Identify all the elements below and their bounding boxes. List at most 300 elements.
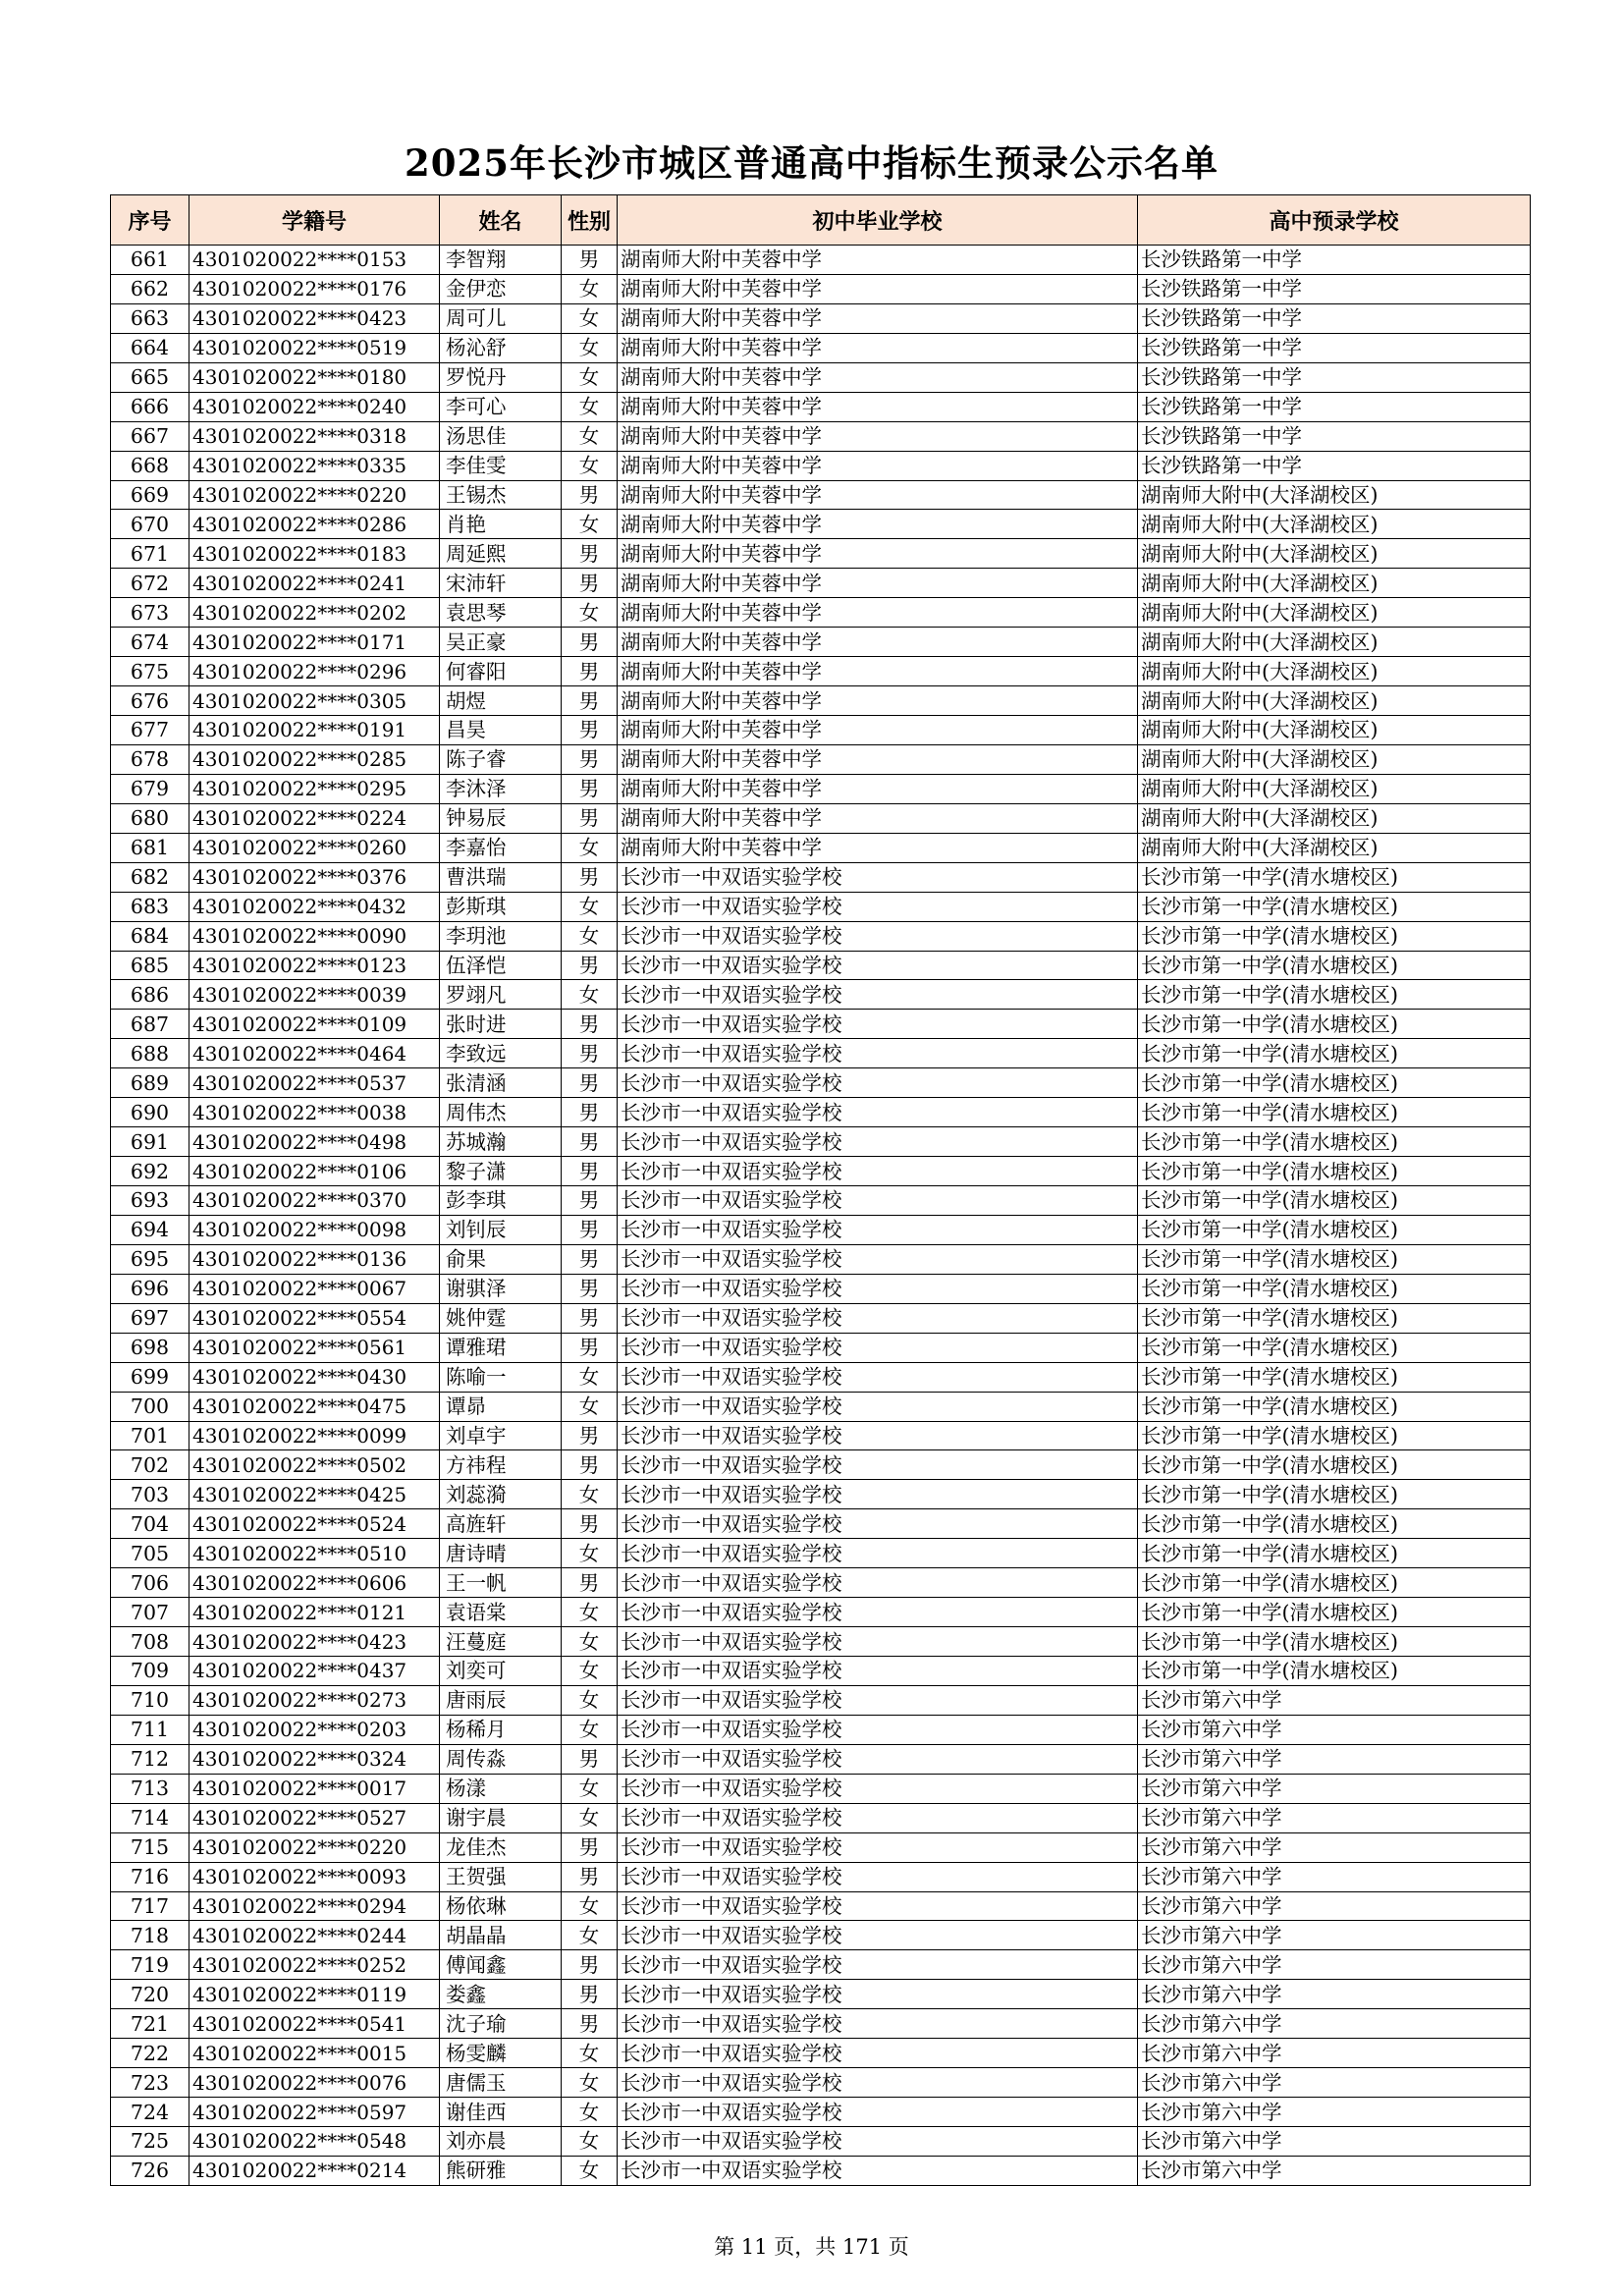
cell-student-id: 4301020022****0244	[189, 1921, 440, 1950]
cell-student-id: 4301020022****0294	[189, 1891, 440, 1921]
cell-junior-school: 长沙市一中双语实验学校	[618, 1186, 1138, 1216]
cell-senior-school: 长沙铁路第一中学	[1138, 274, 1531, 303]
cell-name: 金伊恋	[440, 274, 562, 303]
cell-senior-school: 长沙市第一中学(清水塘校区)	[1138, 1244, 1531, 1274]
cell-senior-school: 湖南师大附中(大泽湖校区)	[1138, 803, 1531, 833]
cell-senior-school: 长沙铁路第一中学	[1138, 392, 1531, 421]
cell-name: 俞果	[440, 1244, 562, 1274]
table-row	[111, 1392, 1531, 1421]
cell-gender: 男	[562, 1274, 618, 1303]
cell-gender: 男	[562, 1450, 618, 1480]
cell-junior-school: 湖南师大附中芙蓉中学	[618, 657, 1138, 686]
table-row	[111, 303, 1531, 333]
cell-senior-school: 长沙市第一中学(清水塘校区)	[1138, 1039, 1531, 1068]
cell-name: 汤思佳	[440, 421, 562, 451]
cell-gender: 男	[562, 246, 618, 275]
cell-junior-school: 长沙市一中双语实验学校	[618, 1744, 1138, 1774]
cell-junior-school: 湖南师大附中芙蓉中学	[618, 303, 1138, 333]
table-row	[111, 1539, 1531, 1568]
cell-junior-school: 长沙市一中双语实验学校	[618, 1157, 1138, 1186]
cell-seq: 686	[111, 980, 189, 1010]
cell-seq: 716	[111, 1862, 189, 1891]
cell-gender: 男	[562, 803, 618, 833]
cell-student-id: 4301020022****0136	[189, 1244, 440, 1274]
cell-junior-school: 长沙市一中双语实验学校	[618, 1921, 1138, 1950]
cell-name: 李佳雯	[440, 451, 562, 480]
cell-junior-school: 长沙市一中双语实验学校	[618, 1244, 1138, 1274]
cell-junior-school: 长沙市一中双语实验学校	[618, 2039, 1138, 2068]
cell-gender: 男	[562, 1098, 618, 1127]
cell-senior-school: 长沙市第一中学(清水塘校区)	[1138, 921, 1531, 951]
cell-senior-school: 湖南师大附中(大泽湖校区)	[1138, 833, 1531, 862]
cell-seq: 709	[111, 1657, 189, 1686]
cell-seq: 723	[111, 2068, 189, 2098]
cell-student-id: 4301020022****0203	[189, 1715, 440, 1744]
cell-senior-school: 湖南师大附中(大泽湖校区)	[1138, 744, 1531, 774]
cell-seq: 715	[111, 1832, 189, 1862]
cell-seq: 684	[111, 921, 189, 951]
header-row	[111, 195, 1531, 246]
cell-gender: 女	[562, 1715, 618, 1744]
table-row	[111, 598, 1531, 628]
cell-gender: 男	[562, 569, 618, 598]
cell-junior-school: 湖南师大附中芙蓉中学	[618, 274, 1138, 303]
cell-senior-school: 长沙市第六中学	[1138, 1832, 1531, 1862]
cell-name: 唐诗晴	[440, 1539, 562, 1568]
cell-student-id: 4301020022****0109	[189, 1010, 440, 1039]
cell-student-id: 4301020022****0240	[189, 392, 440, 421]
cell-seq: 712	[111, 1744, 189, 1774]
cell-senior-school: 长沙市第六中学	[1138, 1862, 1531, 1891]
cell-seq: 691	[111, 1127, 189, 1157]
cell-seq: 718	[111, 1921, 189, 1950]
cell-junior-school: 长沙市一中双语实验学校	[618, 1068, 1138, 1098]
table-row	[111, 2156, 1531, 2185]
cell-junior-school: 湖南师大附中芙蓉中学	[618, 246, 1138, 275]
cell-seq: 699	[111, 1362, 189, 1392]
cell-junior-school: 长沙市一中双语实验学校	[618, 1685, 1138, 1715]
cell-junior-school: 长沙市一中双语实验学校	[618, 1362, 1138, 1392]
cell-junior-school: 长沙市一中双语实验学校	[618, 1215, 1138, 1244]
cell-name: 何睿阳	[440, 657, 562, 686]
cell-name: 陈子睿	[440, 744, 562, 774]
table-row	[111, 362, 1531, 392]
cell-seq: 683	[111, 892, 189, 921]
cell-name: 李沐泽	[440, 774, 562, 803]
cell-seq: 726	[111, 2156, 189, 2185]
cell-gender: 男	[562, 1303, 618, 1333]
cell-name: 钟易辰	[440, 803, 562, 833]
cell-gender: 男	[562, 1157, 618, 1186]
cell-senior-school: 长沙市第六中学	[1138, 1950, 1531, 1980]
cell-seq: 721	[111, 2009, 189, 2039]
cell-student-id: 4301020022****0527	[189, 1803, 440, 1832]
cell-gender: 男	[562, 1862, 618, 1891]
table-row	[111, 1127, 1531, 1157]
table-row	[111, 921, 1531, 951]
cell-student-id: 4301020022****0475	[189, 1392, 440, 1421]
cell-senior-school: 长沙市第一中学(清水塘校区)	[1138, 1098, 1531, 1127]
cell-name: 谭昴	[440, 1392, 562, 1421]
cell-name: 李致远	[440, 1039, 562, 1068]
cell-junior-school: 长沙市一中双语实验学校	[618, 1509, 1138, 1539]
cell-junior-school: 湖南师大附中芙蓉中学	[618, 539, 1138, 569]
cell-gender: 女	[562, 980, 618, 1010]
cell-name: 杨雯麟	[440, 2039, 562, 2068]
cell-junior-school: 长沙市一中双语实验学校	[618, 1274, 1138, 1303]
cell-senior-school: 长沙市第一中学(清水塘校区)	[1138, 1450, 1531, 1480]
table-row	[111, 892, 1531, 921]
cell-junior-school: 长沙市一中双语实验学校	[618, 1480, 1138, 1509]
cell-student-id: 4301020022****0537	[189, 1068, 440, 1098]
cell-junior-school: 长沙市一中双语实验学校	[618, 1421, 1138, 1450]
cell-seq: 697	[111, 1303, 189, 1333]
cell-senior-school: 长沙市第六中学	[1138, 1803, 1531, 1832]
cell-seq: 698	[111, 1333, 189, 1362]
cell-name: 傅闻鑫	[440, 1950, 562, 1980]
cell-student-id: 4301020022****0502	[189, 1450, 440, 1480]
cell-senior-school: 湖南师大附中(大泽湖校区)	[1138, 569, 1531, 598]
cell-junior-school: 长沙市一中双语实验学校	[618, 1010, 1138, 1039]
cell-gender: 男	[562, 951, 618, 980]
cell-junior-school: 长沙市一中双语实验学校	[618, 980, 1138, 1010]
cell-junior-school: 长沙市一中双语实验学校	[618, 2068, 1138, 2098]
cell-gender: 男	[562, 1568, 618, 1598]
cell-seq: 676	[111, 686, 189, 716]
cell-senior-school: 长沙市第一中学(清水塘校区)	[1138, 862, 1531, 892]
cell-seq: 663	[111, 303, 189, 333]
cell-name: 张时进	[440, 1010, 562, 1039]
table-row	[111, 1685, 1531, 1715]
cell-senior-school: 长沙市第六中学	[1138, 2156, 1531, 2185]
table-row	[111, 1715, 1531, 1744]
cell-name: 宋沛轩	[440, 569, 562, 598]
cell-seq: 689	[111, 1068, 189, 1098]
cell-seq: 714	[111, 1803, 189, 1832]
cell-name: 高旌轩	[440, 1509, 562, 1539]
cell-student-id: 4301020022****0121	[189, 1598, 440, 1627]
cell-student-id: 4301020022****0123	[189, 951, 440, 980]
cell-gender: 女	[562, 921, 618, 951]
cell-gender: 女	[562, 510, 618, 539]
cell-name: 王一帆	[440, 1568, 562, 1598]
cell-seq: 671	[111, 539, 189, 569]
cell-seq: 673	[111, 598, 189, 628]
cell-seq: 696	[111, 1274, 189, 1303]
cell-senior-school: 长沙市第六中学	[1138, 2068, 1531, 2098]
header-gender: 性别	[562, 195, 618, 246]
cell-junior-school: 湖南师大附中芙蓉中学	[618, 451, 1138, 480]
cell-student-id: 4301020022****0220	[189, 1832, 440, 1862]
cell-senior-school: 长沙市第一中学(清水塘校区)	[1138, 1010, 1531, 1039]
table-row	[111, 1039, 1531, 1068]
cell-gender: 女	[562, 892, 618, 921]
cell-student-id: 4301020022****0153	[189, 246, 440, 275]
table-row	[111, 1303, 1531, 1333]
cell-seq: 704	[111, 1509, 189, 1539]
cell-student-id: 4301020022****0183	[189, 539, 440, 569]
cell-gender: 男	[562, 774, 618, 803]
admission-table	[110, 194, 1531, 2186]
header-name: 姓名	[440, 195, 562, 246]
cell-senior-school: 长沙铁路第一中学	[1138, 362, 1531, 392]
cell-student-id: 4301020022****0335	[189, 451, 440, 480]
cell-name: 袁思琴	[440, 598, 562, 628]
cell-student-id: 4301020022****0214	[189, 2156, 440, 2185]
cell-student-id: 4301020022****0224	[189, 803, 440, 833]
cell-student-id: 4301020022****0606	[189, 1568, 440, 1598]
cell-name: 王贺强	[440, 1862, 562, 1891]
cell-seq: 711	[111, 1715, 189, 1744]
cell-gender: 男	[562, 744, 618, 774]
cell-seq: 668	[111, 451, 189, 480]
cell-gender: 男	[562, 1832, 618, 1862]
cell-student-id: 4301020022****0076	[189, 2068, 440, 2098]
cell-gender: 男	[562, 657, 618, 686]
cell-name: 罗翊凡	[440, 980, 562, 1010]
cell-junior-school: 长沙市一中双语实验学校	[618, 1392, 1138, 1421]
cell-name: 胡晶晶	[440, 1921, 562, 1950]
cell-name: 李玥池	[440, 921, 562, 951]
cell-junior-school: 长沙市一中双语实验学校	[618, 1862, 1138, 1891]
cell-senior-school: 长沙市第六中学	[1138, 1744, 1531, 1774]
header-student-id: 学籍号	[189, 195, 440, 246]
cell-student-id: 4301020022****0376	[189, 862, 440, 892]
cell-senior-school: 湖南师大附中(大泽湖校区)	[1138, 510, 1531, 539]
cell-student-id: 4301020022****0090	[189, 921, 440, 951]
cell-gender: 女	[562, 451, 618, 480]
table-row	[111, 1010, 1531, 1039]
cell-name: 昌昊	[440, 716, 562, 745]
cell-student-id: 4301020022****0519	[189, 333, 440, 362]
cell-junior-school: 长沙市一中双语实验学校	[618, 862, 1138, 892]
cell-gender: 女	[562, 1891, 618, 1921]
cell-gender: 女	[562, 1921, 618, 1950]
cell-gender: 女	[562, 598, 618, 628]
cell-name: 张清涵	[440, 1068, 562, 1098]
cell-student-id: 4301020022****0202	[189, 598, 440, 628]
cell-seq: 665	[111, 362, 189, 392]
cell-gender: 女	[562, 274, 618, 303]
table-row	[111, 1068, 1531, 1098]
cell-gender: 女	[562, 1657, 618, 1686]
cell-junior-school: 长沙市一中双语实验学校	[618, 1539, 1138, 1568]
table-row	[111, 1598, 1531, 1627]
cell-seq: 680	[111, 803, 189, 833]
cell-gender: 女	[562, 1539, 618, 1568]
cell-gender: 男	[562, 1186, 618, 1216]
cell-senior-school: 长沙市第一中学(清水塘校区)	[1138, 1421, 1531, 1450]
cell-junior-school: 湖南师大附中芙蓉中学	[618, 744, 1138, 774]
cell-junior-school: 长沙市一中双语实验学校	[618, 951, 1138, 980]
cell-student-id: 4301020022****0039	[189, 980, 440, 1010]
cell-senior-school: 长沙市第一中学(清水塘校区)	[1138, 1392, 1531, 1421]
cell-senior-school: 长沙市第一中学(清水塘校区)	[1138, 1157, 1531, 1186]
table-row	[111, 333, 1531, 362]
page-title: 2025年长沙市城区普通高中指标生预录公示名单	[405, 141, 1218, 185]
cell-student-id: 4301020022****0252	[189, 1950, 440, 1980]
cell-junior-school: 湖南师大附中芙蓉中学	[618, 421, 1138, 451]
cell-senior-school: 湖南师大附中(大泽湖校区)	[1138, 539, 1531, 569]
cell-gender: 男	[562, 1333, 618, 1362]
cell-junior-school: 湖南师大附中芙蓉中学	[618, 569, 1138, 598]
cell-seq: 717	[111, 1891, 189, 1921]
cell-gender: 女	[562, 303, 618, 333]
cell-senior-school: 湖南师大附中(大泽湖校区)	[1138, 628, 1531, 657]
cell-junior-school: 湖南师大附中芙蓉中学	[618, 598, 1138, 628]
table-row	[111, 539, 1531, 569]
cell-senior-school: 长沙市第一中学(清水塘校区)	[1138, 1509, 1531, 1539]
cell-junior-school: 长沙市一中双语实验学校	[618, 1657, 1138, 1686]
table-row	[111, 951, 1531, 980]
cell-senior-school: 湖南师大附中(大泽湖校区)	[1138, 598, 1531, 628]
table-row	[111, 1891, 1531, 1921]
cell-junior-school: 长沙市一中双语实验学校	[618, 1803, 1138, 1832]
cell-junior-school: 长沙市一中双语实验学校	[618, 1627, 1138, 1657]
cell-seq: 710	[111, 1685, 189, 1715]
cell-gender: 女	[562, 1627, 618, 1657]
cell-student-id: 4301020022****0305	[189, 686, 440, 716]
table-row	[111, 1157, 1531, 1186]
header-seq: 序号	[111, 195, 189, 246]
cell-name: 周可儿	[440, 303, 562, 333]
cell-student-id: 4301020022****0430	[189, 1362, 440, 1392]
cell-seq: 713	[111, 1774, 189, 1803]
table-row	[111, 1186, 1531, 1216]
table-body	[111, 246, 1531, 2186]
table-row	[111, 1421, 1531, 1450]
table-row	[111, 628, 1531, 657]
table-row	[111, 569, 1531, 598]
cell-name: 汪蔓庭	[440, 1627, 562, 1657]
cell-name: 龙佳杰	[440, 1832, 562, 1862]
cell-student-id: 4301020022****0370	[189, 1186, 440, 1216]
cell-student-id: 4301020022****0548	[189, 2127, 440, 2157]
table-row	[111, 1744, 1531, 1774]
cell-name: 苏城瀚	[440, 1127, 562, 1157]
cell-name: 罗悦丹	[440, 362, 562, 392]
cell-name: 娄鑫	[440, 1980, 562, 2009]
table-row	[111, 421, 1531, 451]
cell-gender: 女	[562, 1598, 618, 1627]
cell-gender: 男	[562, 1127, 618, 1157]
cell-senior-school: 长沙市第六中学	[1138, 1980, 1531, 2009]
cell-senior-school: 长沙市第一中学(清水塘校区)	[1138, 1362, 1531, 1392]
table-row	[111, 1921, 1531, 1950]
cell-student-id: 4301020022****0432	[189, 892, 440, 921]
cell-name: 彭斯琪	[440, 892, 562, 921]
cell-junior-school: 湖南师大附中芙蓉中学	[618, 392, 1138, 421]
cell-student-id: 4301020022****0285	[189, 744, 440, 774]
cell-seq: 725	[111, 2127, 189, 2157]
table-row	[111, 2068, 1531, 2098]
cell-gender: 女	[562, 421, 618, 451]
cell-name: 杨漾	[440, 1774, 562, 1803]
cell-seq: 702	[111, 1450, 189, 1480]
cell-senior-school: 长沙铁路第一中学	[1138, 421, 1531, 451]
cell-gender: 女	[562, 2098, 618, 2127]
cell-seq: 706	[111, 1568, 189, 1598]
cell-name: 方祎程	[440, 1450, 562, 1480]
cell-name: 刘奕可	[440, 1657, 562, 1686]
cell-senior-school: 长沙市第一中学(清水塘校区)	[1138, 1274, 1531, 1303]
cell-seq: 705	[111, 1539, 189, 1568]
cell-student-id: 4301020022****0295	[189, 774, 440, 803]
cell-junior-school: 长沙市一中双语实验学校	[618, 1950, 1138, 1980]
cell-seq: 670	[111, 510, 189, 539]
cell-gender: 男	[562, 480, 618, 510]
cell-student-id: 4301020022****0191	[189, 716, 440, 745]
cell-student-id: 4301020022****0423	[189, 303, 440, 333]
cell-junior-school: 湖南师大附中芙蓉中学	[618, 833, 1138, 862]
cell-senior-school: 长沙市第一中学(清水塘校区)	[1138, 1215, 1531, 1244]
cell-student-id: 4301020022****0260	[189, 833, 440, 862]
cell-name: 曹洪瑞	[440, 862, 562, 892]
cell-junior-school: 长沙市一中双语实验学校	[618, 1303, 1138, 1333]
cell-name: 杨稀月	[440, 1715, 562, 1744]
cell-senior-school: 湖南师大附中(大泽湖校区)	[1138, 716, 1531, 745]
cell-seq: 677	[111, 716, 189, 745]
cell-student-id: 4301020022****0017	[189, 1774, 440, 1803]
cell-gender: 男	[562, 1010, 618, 1039]
cell-seq: 664	[111, 333, 189, 362]
cell-gender: 男	[562, 862, 618, 892]
cell-name: 吴正豪	[440, 628, 562, 657]
cell-name: 唐儒玉	[440, 2068, 562, 2098]
cell-seq: 692	[111, 1157, 189, 1186]
cell-senior-school: 长沙市第一中学(清水塘校区)	[1138, 1539, 1531, 1568]
cell-seq: 672	[111, 569, 189, 598]
cell-junior-school: 湖南师大附中芙蓉中学	[618, 333, 1138, 362]
table-row	[111, 1333, 1531, 1362]
table-row	[111, 246, 1531, 275]
cell-senior-school: 湖南师大附中(大泽湖校区)	[1138, 686, 1531, 716]
cell-junior-school: 长沙市一中双语实验学校	[618, 1127, 1138, 1157]
cell-name: 刘亦晨	[440, 2127, 562, 2157]
cell-senior-school: 长沙铁路第一中学	[1138, 303, 1531, 333]
cell-seq: 700	[111, 1392, 189, 1421]
cell-name: 王锡杰	[440, 480, 562, 510]
cell-student-id: 4301020022****0099	[189, 1421, 440, 1450]
table-row	[111, 274, 1531, 303]
table-row	[111, 1450, 1531, 1480]
cell-junior-school: 湖南师大附中芙蓉中学	[618, 628, 1138, 657]
cell-gender: 男	[562, 686, 618, 716]
cell-name: 刘蕊漪	[440, 1480, 562, 1509]
cell-student-id: 4301020022****0038	[189, 1098, 440, 1127]
cell-junior-school: 长沙市一中双语实验学校	[618, 1891, 1138, 1921]
cell-junior-school: 长沙市一中双语实验学校	[618, 1098, 1138, 1127]
cell-gender: 男	[562, 1244, 618, 1274]
cell-seq: 681	[111, 833, 189, 862]
cell-name: 陈喻一	[440, 1362, 562, 1392]
table-row	[111, 1832, 1531, 1862]
cell-senior-school: 长沙铁路第一中学	[1138, 333, 1531, 362]
cell-student-id: 4301020022****0119	[189, 1980, 440, 2009]
cell-senior-school: 湖南师大附中(大泽湖校区)	[1138, 774, 1531, 803]
cell-name: 彭李琪	[440, 1186, 562, 1216]
cell-name: 刘卓宇	[440, 1421, 562, 1450]
cell-seq: 720	[111, 1980, 189, 2009]
table-row	[111, 744, 1531, 774]
cell-seq: 695	[111, 1244, 189, 1274]
cell-gender: 女	[562, 362, 618, 392]
cell-student-id: 4301020022****0296	[189, 657, 440, 686]
cell-student-id: 4301020022****0176	[189, 274, 440, 303]
cell-seq: 662	[111, 274, 189, 303]
cell-junior-school: 湖南师大附中芙蓉中学	[618, 362, 1138, 392]
cell-gender: 男	[562, 2009, 618, 2039]
